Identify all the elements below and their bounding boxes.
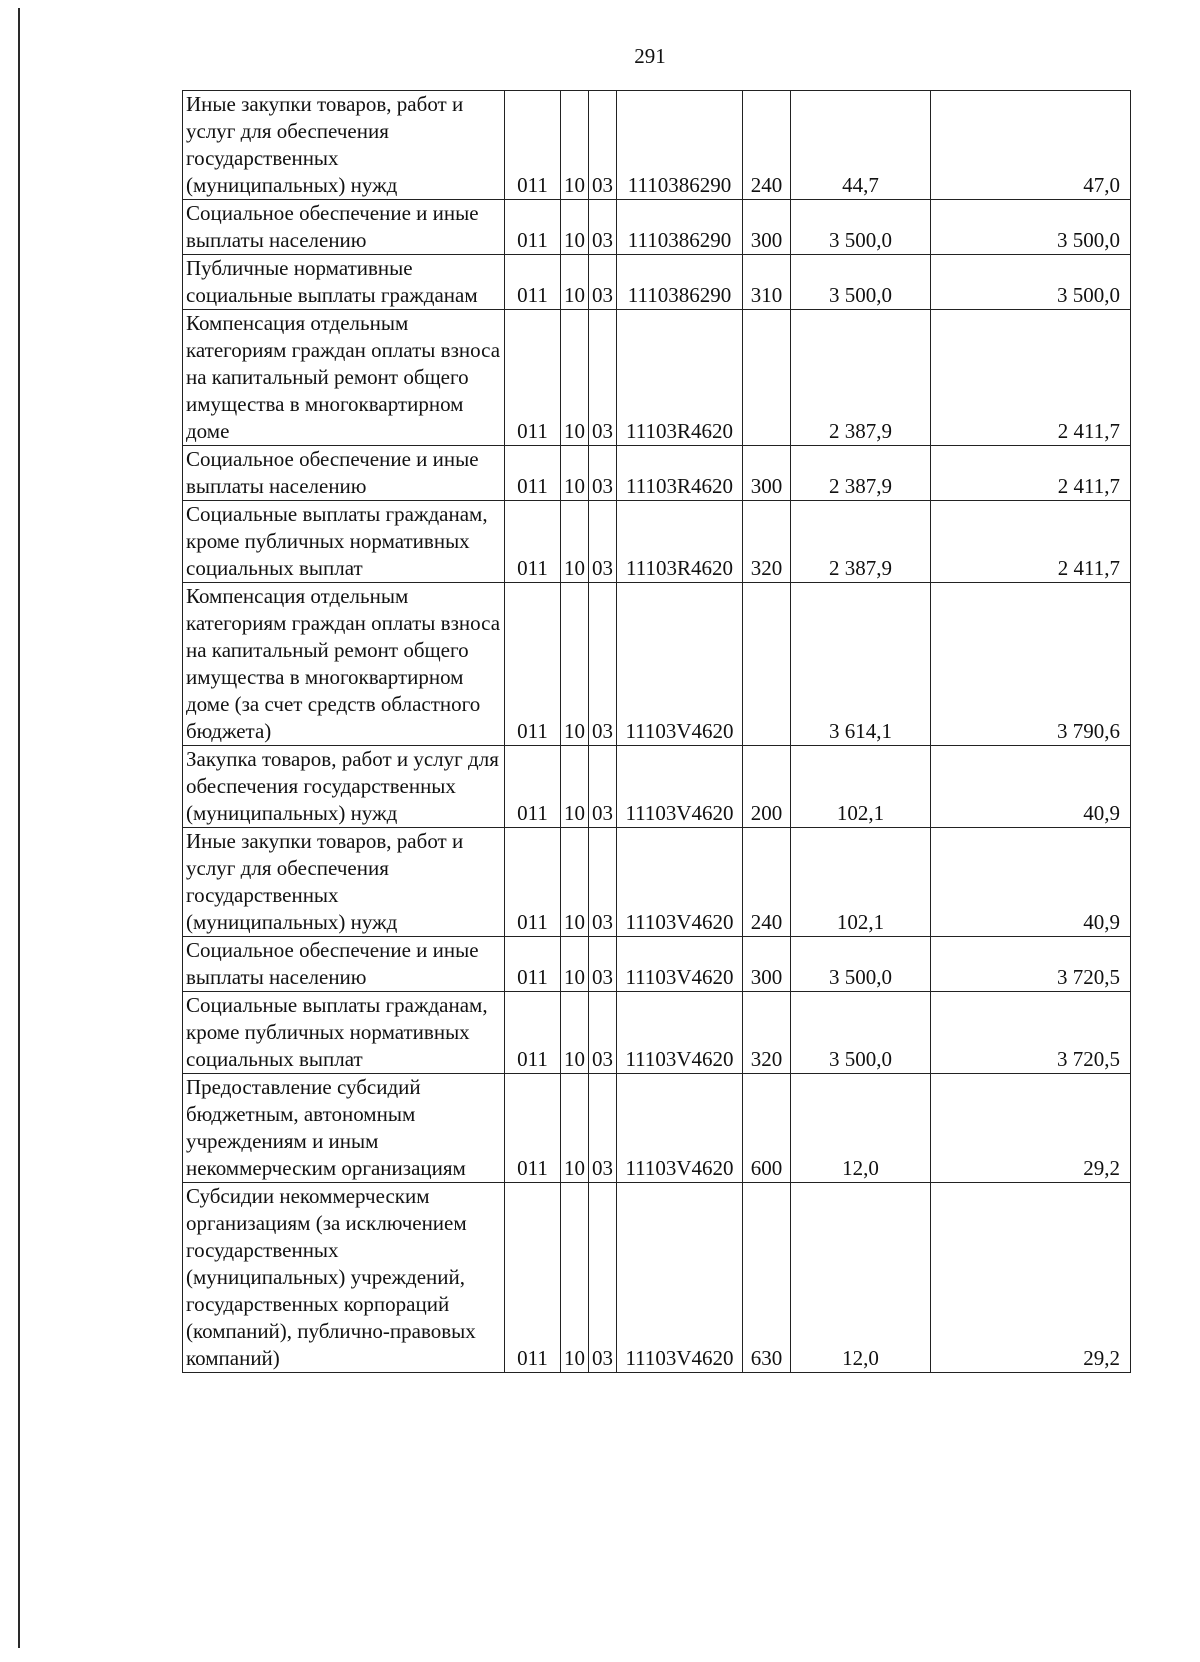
table-row bbox=[183, 746, 1131, 828]
amount-first-year-cell: 102,1 bbox=[791, 828, 931, 937]
amount-first-year-cell: 44,7 bbox=[791, 91, 931, 200]
target-article-cell: 1110386290 bbox=[617, 200, 743, 255]
target-article-cell: 11103V4620 bbox=[617, 1074, 743, 1183]
ministry-code-cell: 011 bbox=[505, 992, 561, 1074]
expense-type-cell: 300 bbox=[743, 200, 791, 255]
target-article-cell: 11103R4620 bbox=[617, 446, 743, 501]
table-row bbox=[183, 1183, 1131, 1373]
row-name-cell: Предоставление субсидий бюджетным, автономным учреждениям и иным некоммерческим организациям bbox=[183, 1074, 505, 1183]
section-code-cell: 10 bbox=[561, 937, 589, 992]
target-article-cell: 11103V4620 bbox=[617, 937, 743, 992]
row-name-cell: Социальные выплаты гражданам, кроме публичных нормативных социальных выплат bbox=[183, 501, 505, 583]
scan-margin-line bbox=[18, 8, 20, 1648]
subsection-code-cell: 03 bbox=[589, 992, 617, 1074]
amount-first-year-cell: 3 614,1 bbox=[791, 583, 931, 746]
expense-type-cell: 300 bbox=[743, 446, 791, 501]
page-number: 291 bbox=[634, 44, 666, 68]
amount-second-year-cell: 40,9 bbox=[931, 746, 1131, 828]
subsection-code-cell: 03 bbox=[589, 1183, 617, 1373]
row-name-cell: Публичные нормативные социальные выплаты гражданам bbox=[183, 255, 505, 310]
section-code-cell: 10 bbox=[561, 501, 589, 583]
section-code-cell: 10 bbox=[561, 200, 589, 255]
ministry-code-cell: 011 bbox=[505, 1074, 561, 1183]
amount-second-year-cell: 3 720,5 bbox=[931, 992, 1131, 1074]
row-name-cell: Компенсация отдельным категориям граждан оплаты взноса на капитальный ремонт общего имущества в многоквартирном доме bbox=[183, 310, 505, 446]
ministry-code-cell: 011 bbox=[505, 501, 561, 583]
ministry-code-cell: 011 bbox=[505, 310, 561, 446]
table-row bbox=[183, 583, 1131, 746]
subsection-code-cell: 03 bbox=[589, 828, 617, 937]
expense-type-cell: 630 bbox=[743, 1183, 791, 1373]
expense-type-cell: 310 bbox=[743, 255, 791, 310]
target-article-cell: 11103R4620 bbox=[617, 310, 743, 446]
section-code-cell: 10 bbox=[561, 828, 589, 937]
amount-first-year-cell: 102,1 bbox=[791, 746, 931, 828]
subsection-code-cell: 03 bbox=[589, 1074, 617, 1183]
target-article-cell: 11103V4620 bbox=[617, 828, 743, 937]
amount-second-year-cell: 2 411,7 bbox=[931, 310, 1131, 446]
expense-type-cell: 240 bbox=[743, 828, 791, 937]
table-row bbox=[183, 91, 1131, 200]
amount-second-year-cell: 3 500,0 bbox=[931, 255, 1131, 310]
subsection-code-cell: 03 bbox=[589, 310, 617, 446]
section-code-cell: 10 bbox=[561, 583, 589, 746]
table-row bbox=[183, 255, 1131, 310]
amount-first-year-cell: 3 500,0 bbox=[791, 992, 931, 1074]
budget-table bbox=[182, 90, 1131, 1373]
row-name-cell: Социальное обеспечение и иные выплаты населению bbox=[183, 446, 505, 501]
row-name-cell: Социальные выплаты гражданам, кроме публичных нормативных социальных выплат bbox=[183, 992, 505, 1074]
section-code-cell: 10 bbox=[561, 1074, 589, 1183]
amount-second-year-cell: 2 411,7 bbox=[931, 446, 1131, 501]
ministry-code-cell: 011 bbox=[505, 255, 561, 310]
expense-type-cell: 240 bbox=[743, 91, 791, 200]
subsection-code-cell: 03 bbox=[589, 746, 617, 828]
expense-type-cell: 300 bbox=[743, 937, 791, 992]
ministry-code-cell: 011 bbox=[505, 200, 561, 255]
target-article-cell: 11103V4620 bbox=[617, 992, 743, 1074]
row-name-cell: Закупка товаров, работ и услуг для обеспечения государственных (муниципальных) нужд bbox=[183, 746, 505, 828]
target-article-cell: 1110386290 bbox=[617, 91, 743, 200]
subsection-code-cell: 03 bbox=[589, 255, 617, 310]
amount-first-year-cell: 3 500,0 bbox=[791, 200, 931, 255]
target-article-cell: 1110386290 bbox=[617, 255, 743, 310]
table-row bbox=[183, 1074, 1131, 1183]
amount-first-year-cell: 3 500,0 bbox=[791, 937, 931, 992]
amount-second-year-cell: 40,9 bbox=[931, 828, 1131, 937]
expense-type-cell bbox=[743, 583, 791, 746]
table-body bbox=[183, 91, 1131, 1373]
row-name-cell: Субсидии некоммерческим организациям (за исключением государственных (муниципальных) учреждений, государственных корпораций (компаний), публично-правовых компаний) bbox=[183, 1183, 505, 1373]
ministry-code-cell: 011 bbox=[505, 937, 561, 992]
subsection-code-cell: 03 bbox=[589, 583, 617, 746]
table-row bbox=[183, 446, 1131, 501]
ministry-code-cell: 011 bbox=[505, 746, 561, 828]
section-code-cell: 10 bbox=[561, 310, 589, 446]
table-row bbox=[183, 310, 1131, 446]
section-code-cell: 10 bbox=[561, 91, 589, 200]
expense-type-cell: 200 bbox=[743, 746, 791, 828]
amount-second-year-cell: 3 790,6 bbox=[931, 583, 1131, 746]
target-article-cell: 11103R4620 bbox=[617, 501, 743, 583]
amount-second-year-cell: 47,0 bbox=[931, 91, 1131, 200]
amount-first-year-cell: 12,0 bbox=[791, 1074, 931, 1183]
section-code-cell: 10 bbox=[561, 746, 589, 828]
section-code-cell: 10 bbox=[561, 1183, 589, 1373]
amount-first-year-cell: 2 387,9 bbox=[791, 446, 931, 501]
subsection-code-cell: 03 bbox=[589, 937, 617, 992]
expense-type-cell: 320 bbox=[743, 992, 791, 1074]
row-name-cell: Социальное обеспечение и иные выплаты населению bbox=[183, 937, 505, 992]
ministry-code-cell: 011 bbox=[505, 828, 561, 937]
row-name-cell: Иные закупки товаров, работ и услуг для обеспечения государственных (муниципальных) нужд bbox=[183, 91, 505, 200]
ministry-code-cell: 011 bbox=[505, 583, 561, 746]
target-article-cell: 11103V4620 bbox=[617, 746, 743, 828]
subsection-code-cell: 03 bbox=[589, 446, 617, 501]
amount-second-year-cell: 3 500,0 bbox=[931, 200, 1131, 255]
row-name-cell: Социальное обеспечение и иные выплаты населению bbox=[183, 200, 505, 255]
table-row bbox=[183, 937, 1131, 992]
subsection-code-cell: 03 bbox=[589, 91, 617, 200]
subsection-code-cell: 03 bbox=[589, 501, 617, 583]
amount-second-year-cell: 2 411,7 bbox=[931, 501, 1131, 583]
amount-second-year-cell: 29,2 bbox=[931, 1183, 1131, 1373]
row-name-cell: Компенсация отдельным категориям граждан оплаты взноса на капитальный ремонт общего имущества в многоквартирном доме (за счет средств областного бюджета) bbox=[183, 583, 505, 746]
target-article-cell: 11103V4620 bbox=[617, 583, 743, 746]
table-row bbox=[183, 992, 1131, 1074]
table-row bbox=[183, 200, 1131, 255]
subsection-code-cell: 03 bbox=[589, 200, 617, 255]
expense-type-cell: 600 bbox=[743, 1074, 791, 1183]
ministry-code-cell: 011 bbox=[505, 1183, 561, 1373]
expense-type-cell: 320 bbox=[743, 501, 791, 583]
table-row bbox=[183, 828, 1131, 937]
amount-first-year-cell: 2 387,9 bbox=[791, 310, 931, 446]
target-article-cell: 11103V4620 bbox=[617, 1183, 743, 1373]
ministry-code-cell: 011 bbox=[505, 91, 561, 200]
table-row bbox=[183, 501, 1131, 583]
amount-first-year-cell: 2 387,9 bbox=[791, 501, 931, 583]
ministry-code-cell: 011 bbox=[505, 446, 561, 501]
amount-first-year-cell: 12,0 bbox=[791, 1183, 931, 1373]
amount-second-year-cell: 29,2 bbox=[931, 1074, 1131, 1183]
section-code-cell: 10 bbox=[561, 446, 589, 501]
row-name-cell: Иные закупки товаров, работ и услуг для обеспечения государственных (муниципальных) нужд bbox=[183, 828, 505, 937]
amount-second-year-cell: 3 720,5 bbox=[931, 937, 1131, 992]
section-code-cell: 10 bbox=[561, 255, 589, 310]
expense-type-cell bbox=[743, 310, 791, 446]
amount-first-year-cell: 3 500,0 bbox=[791, 255, 931, 310]
section-code-cell: 10 bbox=[561, 992, 589, 1074]
